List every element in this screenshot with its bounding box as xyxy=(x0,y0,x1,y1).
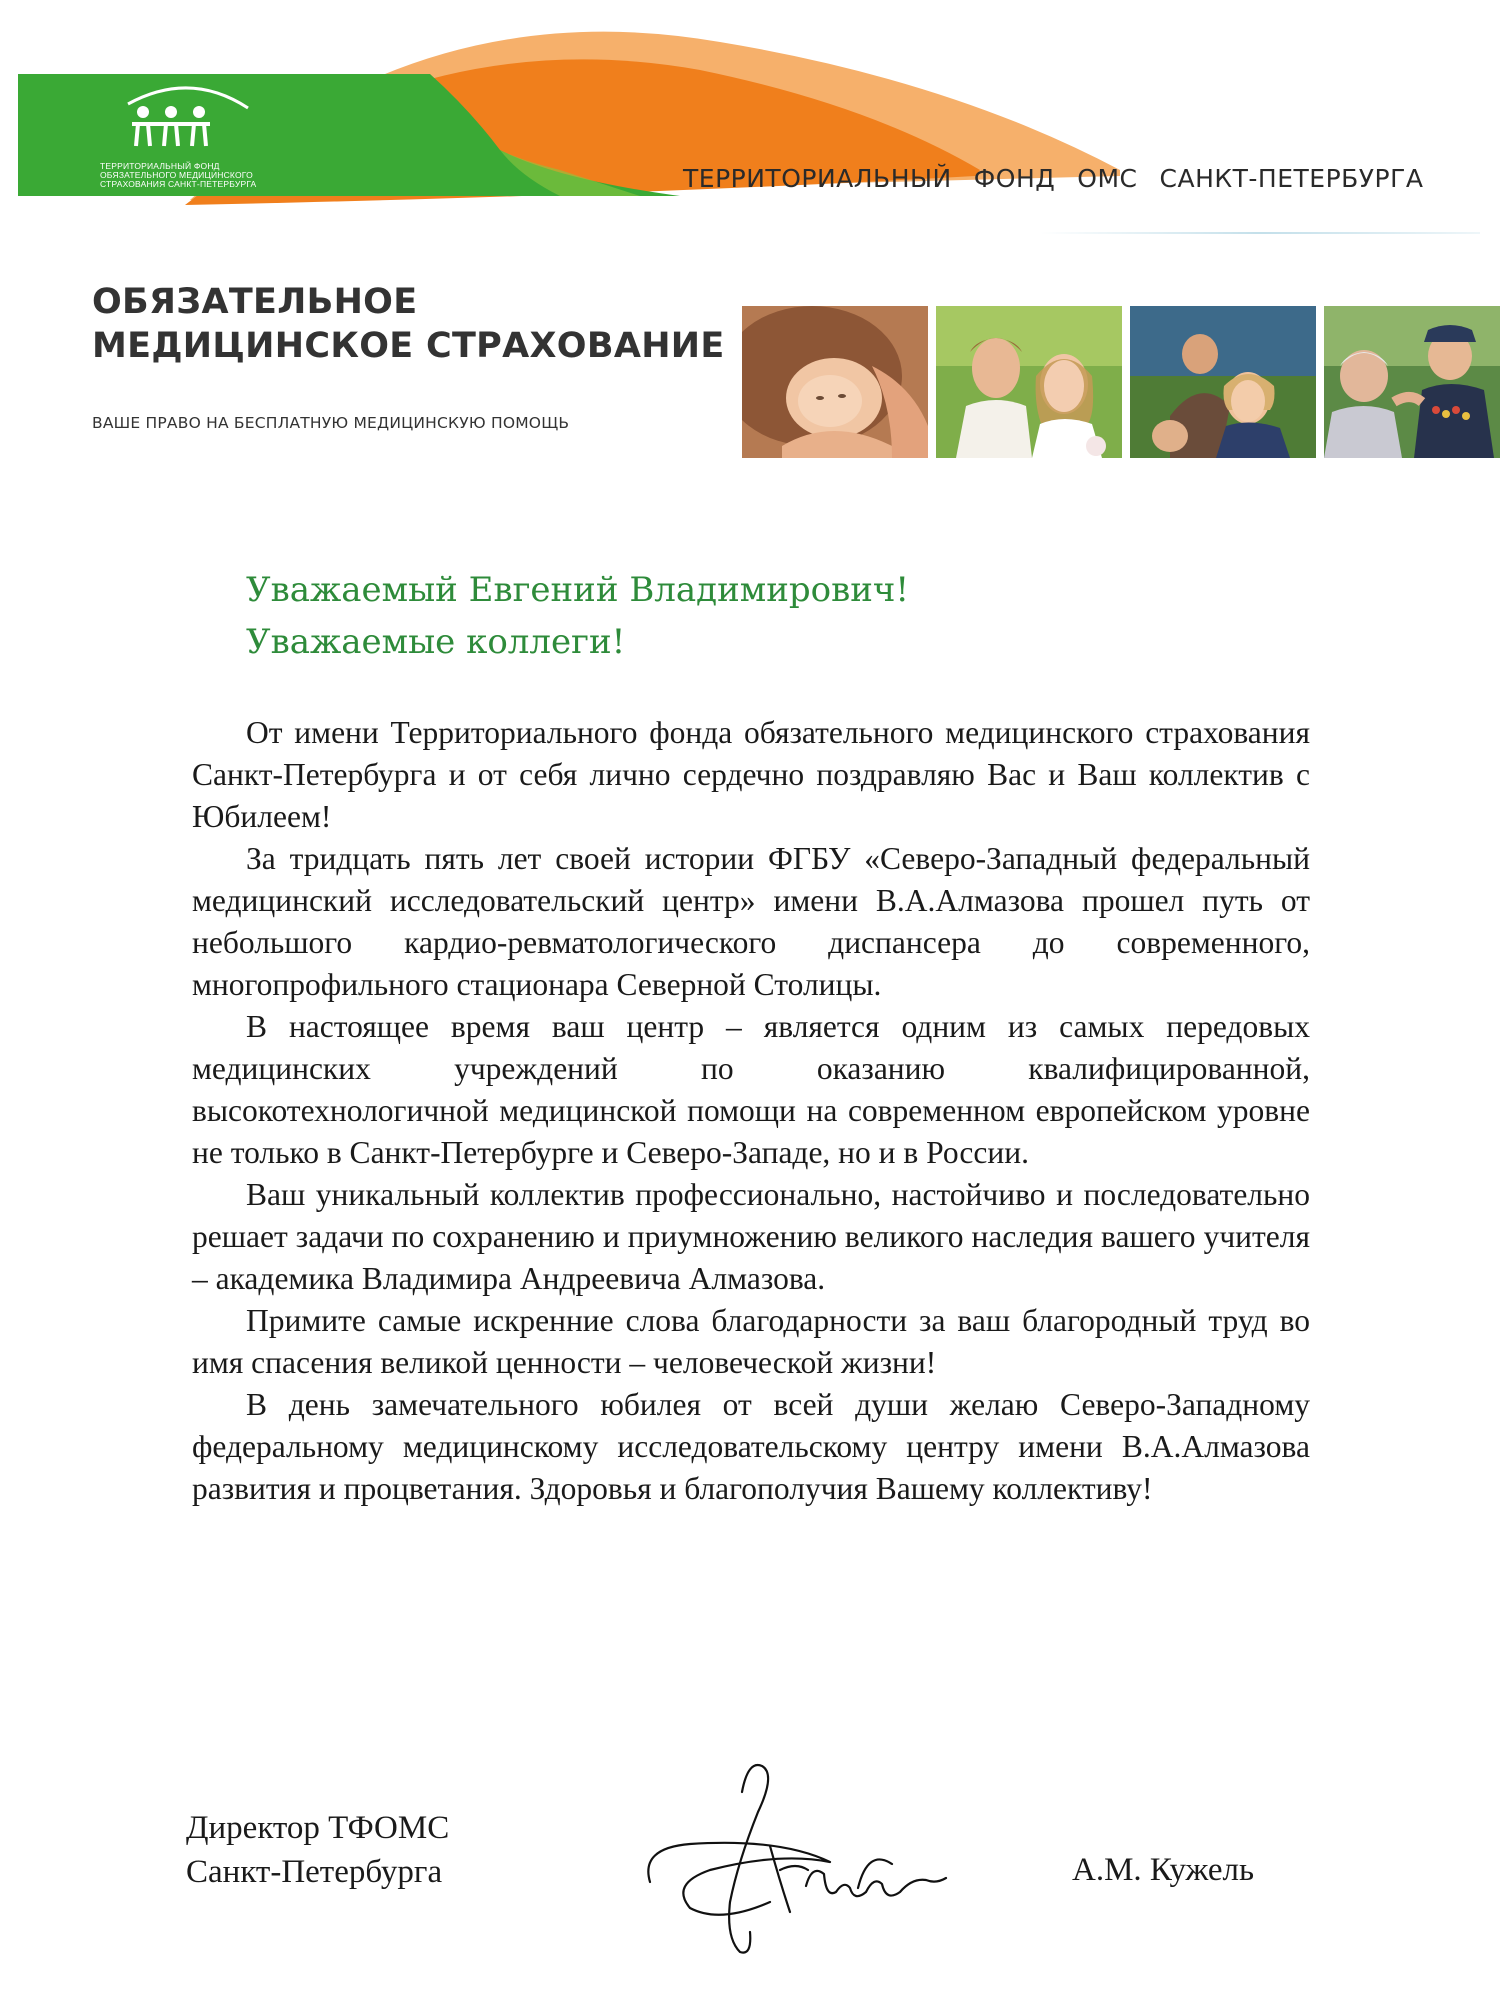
letter-body xyxy=(192,712,1310,1510)
baby-photo xyxy=(742,306,928,458)
letter-paragraph: Ваш уникальный коллектив профессионально, настойчиво и последовательно решает задачи по сохранению и приумножению великого наследия вашего учителя – академика Владимира Андреевича Алмазова. xyxy=(192,1177,1310,1296)
veterans-photo xyxy=(1324,306,1500,458)
oms-tagline: ВАШЕ ПРАВО НА БЕСПЛАТНУЮ МЕДИЦИНСКУЮ ПОМОЩЬ xyxy=(92,414,570,432)
logo-caption: ТЕРРИТОРИАЛЬНЫЙ ФОНД ОБЯЗАТЕЛЬНОГО МЕДИЦИНСКОГО СТРАХОВАНИЯ САНКТ-ПЕТЕРБУРГА xyxy=(100,161,257,189)
header-divider xyxy=(1040,232,1480,234)
letterhead-banner xyxy=(0,0,1500,240)
handwritten-signature xyxy=(630,1752,960,1962)
greeting-colleagues: Уважаемые коллеги! xyxy=(246,622,626,662)
oms-heading: ОБЯЗАТЕЛЬНОЕ МЕДИЦИНСКОЕ СТРАХОВАНИЕ xyxy=(92,282,725,366)
greeting-addressee: Уважаемый Евгений Владимирович! xyxy=(246,570,910,610)
letter-paragraph: Примите самые искренние слова благодарности за ваш благородный труд во имя спасения великой ценности – человеческой жизни! xyxy=(192,1303,1310,1380)
wedding-couple-photo xyxy=(936,306,1122,458)
letter-paragraph: В день замечательного юбилея от всей души желаю Северо-Западному федеральному медицинскому исследовательскому центру имени В.А.Алмазова развития и процветания. Здоровья и благополучия Вашему коллективу! xyxy=(192,1387,1310,1506)
signatory-title: Директор ТФОМС Санкт-Петербурга xyxy=(186,1810,450,1890)
signatory-name: А.М. Кужель xyxy=(1072,1852,1255,1888)
letter-paragraph: За тридцать пять лет своей истории ФГБУ «Северо-Западный федеральный медицинский исследовательский центр» имени В.А.Алмазова прошел путь от небольшого кардио-ревматологического диспансера до современного, многопрофильного стационара Северной Столицы. xyxy=(192,841,1310,1002)
letter-paragraph: От имени Территориального фонда обязательного медицинского страхования Санкт-Петербурга и от себя лично сердечно поздравляю Вас и Ваш коллектив с Юбилеем! xyxy=(192,715,1310,834)
fund-title: ТЕРРИТОРИАЛЬНЫЙ ФОНД ОМС САНКТ-ПЕТЕРБУРГА xyxy=(683,164,1424,193)
letter-paragraph: В настоящее время ваш центр – является одним из самых передовых медицинских учреждений по оказанию квалифицированной, высокотехнологичной медицинской помощи на современном европейском уровне не только в Санкт-Петербурге и Северо-Западе, но и в России. xyxy=(192,1009,1310,1170)
letterhead xyxy=(0,0,1500,470)
family-photo xyxy=(1130,306,1316,458)
